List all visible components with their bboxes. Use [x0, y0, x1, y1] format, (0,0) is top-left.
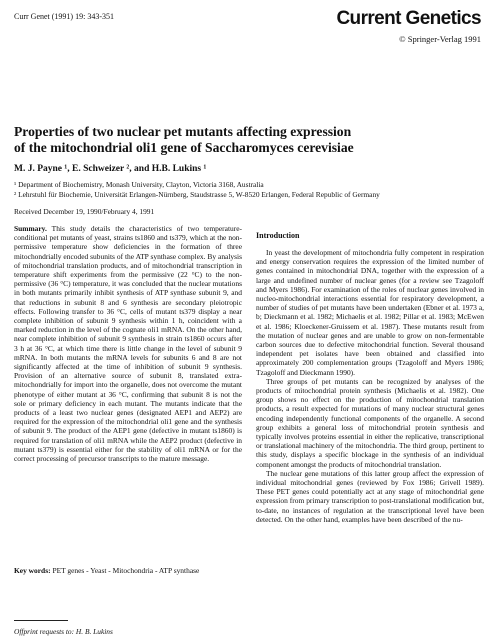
received-dates: Received December 19, 1990/February 4, 1991	[14, 207, 155, 216]
offprint-requests: Offprint requests to: H. B. Lukins	[14, 627, 113, 636]
footnote-divider	[14, 620, 68, 621]
journal-reference: Curr Genet (1991) 19: 343-351	[14, 12, 114, 21]
section-heading-introduction: Introduction	[256, 231, 300, 240]
introduction-paragraph: The nuclear gene mutations of this latter group affect the expression of individual mitochondrial genes (reviewed by Fox 1986; Grivell 1989). These PET genes could potentially act at any stage of mitochondrial gene expression from primary transcription to post-translational modification but, to-date, no instances of regulation at the transcriptional level have been detected. On the other hand, examples have been described of the nu-	[256, 468, 484, 524]
abstract-text: This study details the characteristics of two temperature-conditional pet mutants of yeast, strains ts1860 and ts379, which at the non-permissive temperature show deficiencies in the formation of three mitochondrially encoded subunits of the ATP synthase complex. By analysis of mitochondrial translation products, and of mitochondrial transcription in temperature shift experiments from the permissive (22 °C) to the non-permissive (36 °C) temperature, it was concluded that the nuclear mutations in both mutants primarily inhibit synthesis of ATP synthase subunit 9, and that reductions in subunit 8 and 6 synthesis are secondary pleiotropic effects. Following transfer to 36 °C, cells of mutant ts379 display a near complete inhibition of subunit 9 synthesis within 1 h, coincident with a marked reduction in the level of the cognate oli1 mRNA. On the other hand, near complete inhibition of subunit 9 synthesis in strain ts1860 occurs after 3 h at 36 °C, at which time there is little change in the level of subunit 9 mRNA. In both mutants the mRNA levels for subunits 6 and 8 are not significantly affected at the time of inhibition of subunit 9 synthesis. Provision of an alternative source of subunit 8, translated extra-mitochondrially for import into the organelle, does not overcome the mutant phenotype of either mutant at 36 °C, confirming that subunit 8 is not the sole or primary deficiency in each mutant. The mutants indicate that the products of a least two nuclear genes (designated AEP1 and AEP2) are required for the expression of the mitochondrial oli1 gene and the synthesis of subunit 9. The product of the AEP1 gene (defective in mutant ts1860) is required for translation of oli1 mRNA while the AEP2 product (defective in mutant ts379) is essential either for the stability of oli1 mRNA or for the correct processing of precursor transcripts to the mature message.	[14, 224, 242, 464]
introduction-body	[256, 248, 484, 524]
journal-name: Current Genetics	[336, 8, 481, 29]
abstract-label: Summary.	[14, 224, 47, 233]
keywords	[14, 566, 242, 575]
title-line-2: of the mitochondrial oli1 gene of Saccharomyces cerevisiae	[14, 140, 354, 155]
introduction-paragraph: In yeast the development of mitochondria fully competent in respiration and energy conservation requires the expression of the limited number of genes contained in mitochondrial DNA, together with the expression of a large and undefined number of nuclear genes (for a review see Tzagoloff and Myers 1986). For examination of the roles of nuclear genes involved in nucleo-mitochondrial interactions essential for respiratory development, a number of studies of pet mutants have been undertaken (Ebner et al. 1973 a, b; Dieckmann et al. 1982; Michaelis et al. 1982; Pillar et al. 1983; McEwen et al. 1986; Kloeckener-Gruissem et al. 1987). These mutants result from the mutation of nuclear genes and are unable to grow on non-fermentable carbon sources due to defective mitochondrial function. Several thousand independent pet isolates have been obtained and classified into approximately 200 complementation groups (Tzagoloff and Myers 1986; Tzagoloff and Dieckmann 1990).	[256, 248, 484, 377]
abstract	[14, 224, 242, 463]
copyright-notice: © Springer-Verlag 1991	[399, 34, 481, 44]
keywords-label: Key words:	[14, 566, 51, 575]
affiliation-2: ² Lehrstuhl für Biochemie, Universität Erlangen-Nürnberg, Staudstrasse 5, W-8520 Erlangen, Federal Republic of Germany	[14, 190, 380, 199]
title-line-1: Properties of two nuclear pet mutants affecting expression	[14, 124, 352, 139]
article-title	[14, 124, 484, 156]
keywords-text: PET genes - Yeast - Mitochondria - ATP synthase	[52, 566, 200, 575]
author-list: M. J. Payne ¹, E. Schweizer ², and H.B. Lukins ¹	[14, 164, 207, 174]
affiliation-1: ¹ Department of Biochemistry, Monash University, Clayton, Victoria 3168, Australia	[14, 180, 264, 189]
introduction-paragraph: Three groups of pet mutants can be recognized by analyses of the products of mitochondrial protein synthesis (Michaelis et al. 1982). One group shows no effect on the production of mitochondrial translation products, a result expected for mutations of many nuclear structural genes encoding independently functional components of the organelle. A second group exhibits a general loss of mitochondrial protein synthesis and typically involves proteins essential in either the replicative, transcriptional or translational machinery of the mitochondria. The third group, pertinent to this study, displays a specific blockage in the synthesis of an individual component amongst the products of mitochondrial translation.	[256, 376, 484, 469]
